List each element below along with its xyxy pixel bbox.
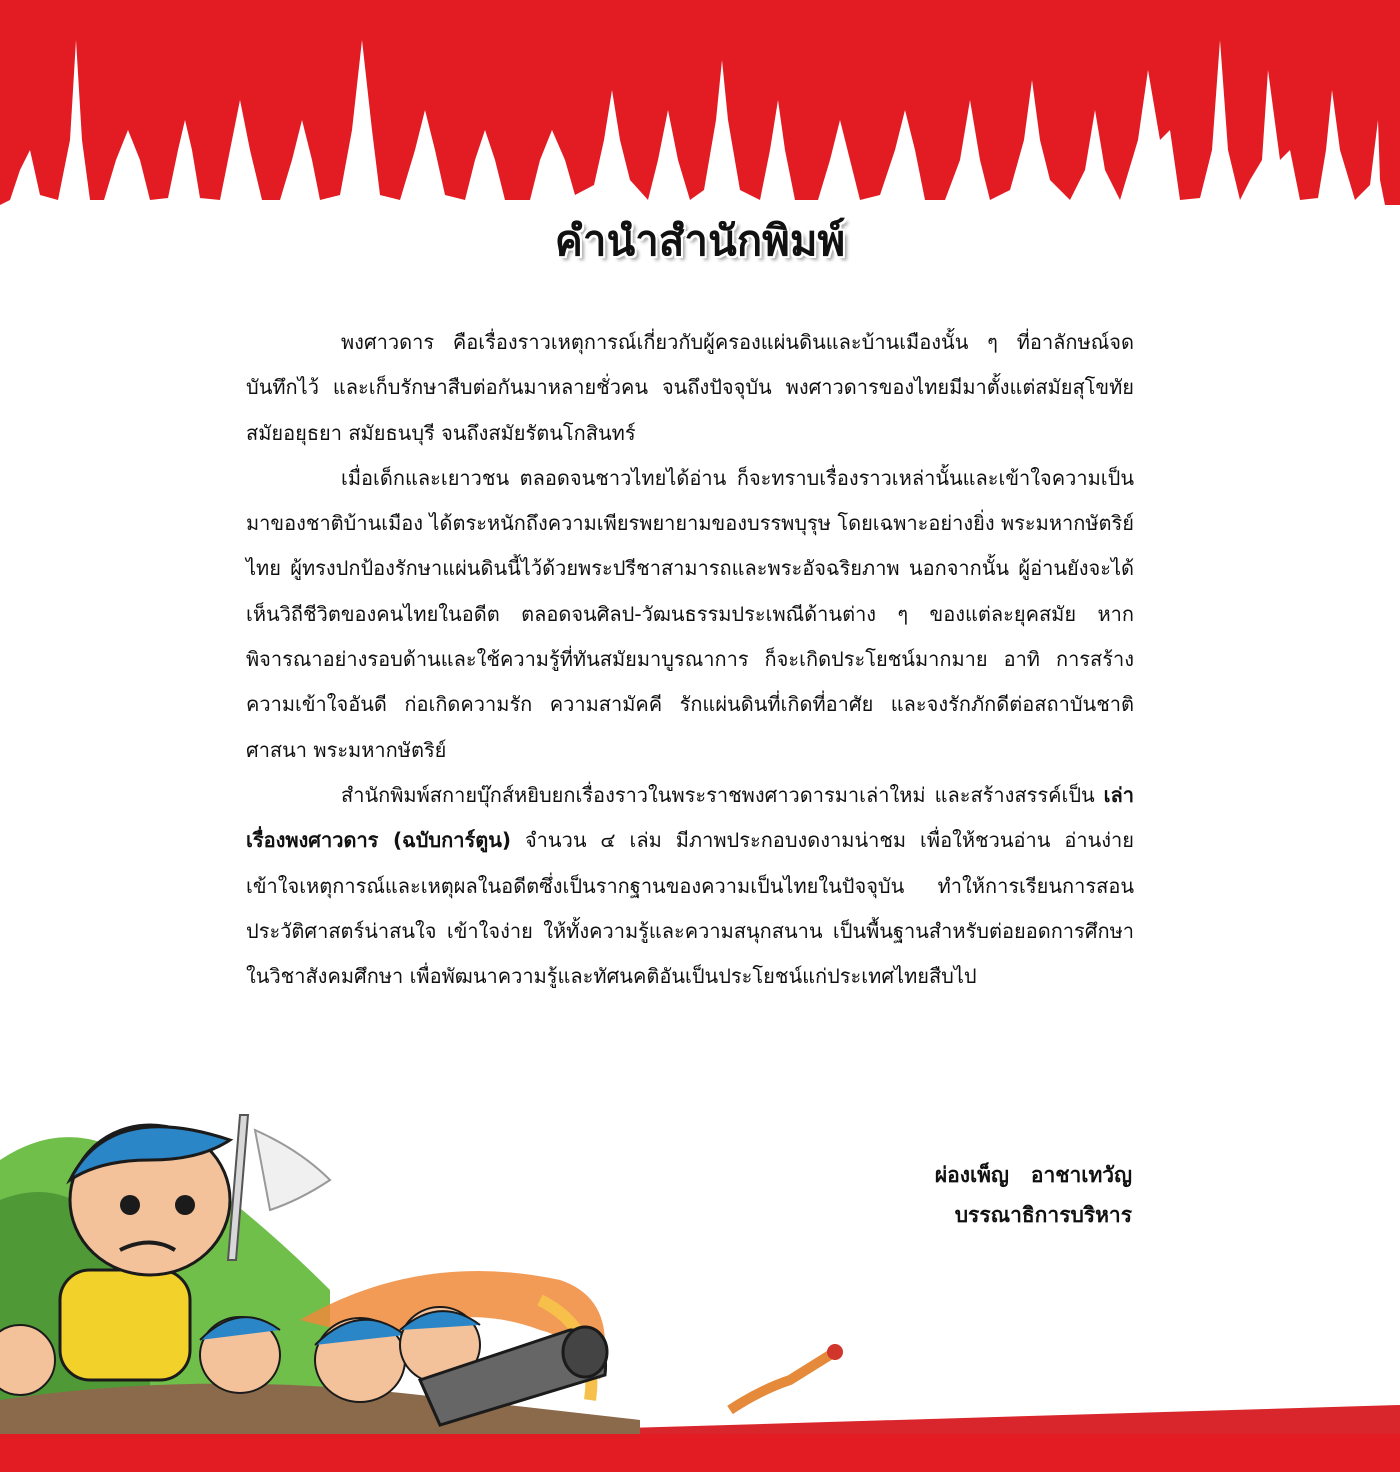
foreword-body xyxy=(246,320,1134,999)
paragraph-1: พงศาวดาร คือเรื่องราวเหตุการณ์เกี่ยวกับผู้ครองแผ่นดินและบ้านเมืองนั้น ๆ ที่อาลักษณ์จดบันทึกไว้ และเก็บรักษาสืบต่อกันมาหลายชั่วคน จนถึงปัจจุบัน พงศาวดารของไทยมีมาตั้งแต่สมัยสุโขทัย สมัยอยุธยา สมัยธนบุรี จนถึงสมัยรัตนโกสินทร์ xyxy=(246,330,1134,445)
page-title: คำนำสำนักพิมพ์ xyxy=(554,216,846,265)
temple-skyline-header xyxy=(0,0,1400,210)
cartoon-soldiers-illustration xyxy=(0,1100,1400,1440)
signature-role: บรรณาธิการบริหาร xyxy=(954,1203,1132,1227)
book-series-title: เล่าเรื่องพงศาวดาร (ฉบับการ์ตูน) xyxy=(246,782,1134,853)
paragraph-2: เมื่อเด็กและเยาวชน ตลอดจนชาวไทยได้อ่าน ก็จะทราบเรื่องราวเหล่านั้นและเข้าใจความเป็นมาของชาติบ้านเมือง ได้ตระหนักถึงความเพียรพยายามของบรรพบุรุษ โดยเฉพาะอย่างยิ่ง พระมหากษัตริย์ไทย ผู้ทรงปกป้องรักษาแผ่นดินนี้ไว้ด้วยพระปรีชาสามารถและพระอัจฉริยภาพ นอกจากนั้น ผู้อ่านยังจะได้เห็นวิถีชีวิตของคนไทยในอดีต ตลอดจนศิลป-วัฒนธรรมประเพณีด้านต่าง ๆ ของแต่ละยุคสมัย หากพิจารณาอย่างรอบด้านและใช้ความรู้ที่ทันสมัยมาบูรณาการ ก็จะเกิดประโยชน์มากมาย อาทิ การสร้างความเข้าใจอันดี ก่อเกิดความรัก ความสามัคคี รักแผ่นดินที่เกิดที่อาศัย และจงรักภักดีต่อสถาบันชาติ ศาสนา พระมหากษัตริย์ xyxy=(246,465,1134,762)
footer-band xyxy=(0,1434,1400,1472)
paragraph-3-start: สำนักพิมพ์สกายบุ๊กส์หยิบยกเรื่องราวในพระราชพงศาวดารมาเล่าใหม่ และสร้างสรรค์เป็น xyxy=(341,782,1104,807)
paragraph-3-end: จำนวน ๔ เล่ม มีภาพประกอบงดงามน่าชม เพื่อให้ชวนอ่าน อ่านง่าย เข้าใจเหตุการณ์และเหตุผลในอดีตซึ่งเป็นรากฐานของความเป็นไทยในปัจจุบัน ทำให้การเรียนการสอนประวัติศาสตร์น่าสนใจ เข้าใจง่าย ให้ทั้งความรู้และความสนุกสนาน เป็นพื้นฐานสำหรับต่อยอดการศึกษาในวิชาสังคมศึกษา เพื่อพัฒนาความรู้และทัศนคติอันเป็นประโยชน์แก่ประเทศไทยสืบไป xyxy=(246,828,1135,989)
signature-name: ผ่องเพ็ญ อาชาเทวัญ xyxy=(934,1163,1132,1187)
paragraph-3 xyxy=(246,773,1134,999)
